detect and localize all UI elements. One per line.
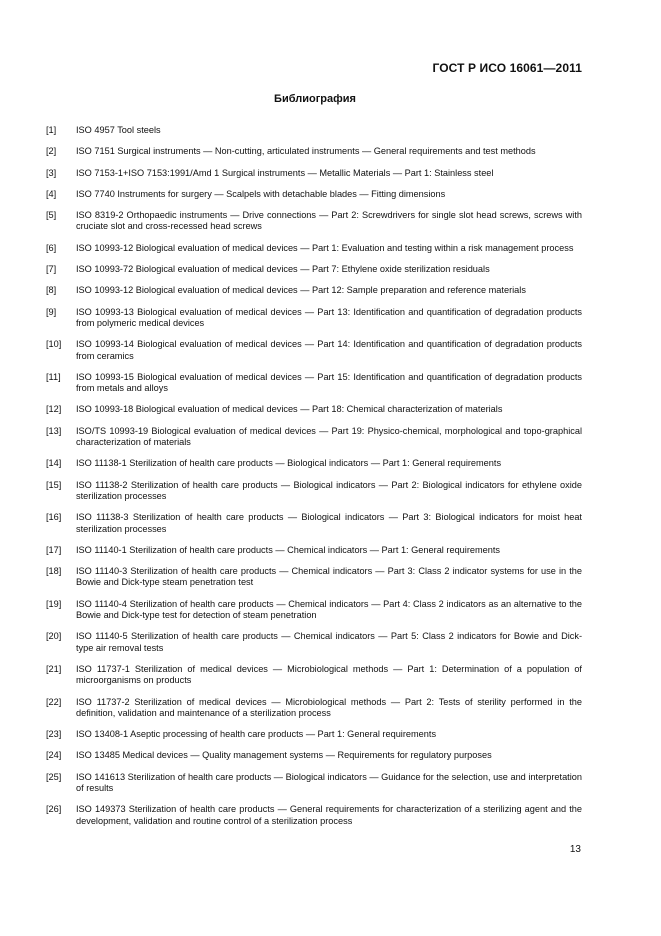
reference-text: ISO 11138-2 Sterilization of health care products — Biological indicators — Part 2: Biological indicators for ethylene oxide sterilization processes xyxy=(76,479,582,501)
reference-number: [8] xyxy=(46,285,57,296)
reference-text: ISO 10993-14 Biological evaluation of medical devices — Part 14: Identification and quantification of degradation products from ceramics xyxy=(76,339,582,361)
reference-text: ISO 11140-1 Sterilization of health care products — Chemical indicators — Part 1: General requirements xyxy=(76,544,501,555)
reference-item xyxy=(46,458,582,469)
reference-item xyxy=(46,664,582,687)
reference-item xyxy=(46,307,582,330)
reference-text: ISO 10993-12 Biological evaluation of medical devices — Part 12: Sample preparation and reference materials xyxy=(76,285,526,296)
reference-item xyxy=(46,697,582,720)
reference-number: [18] xyxy=(46,566,62,577)
reference-text: ISO 8319-2 Orthopaedic instruments — Drive connections — Part 2: Screwdrivers for single slot head screws, screws with cruciate slot and cross-recessed head screws xyxy=(76,210,582,232)
reference-number: [7] xyxy=(46,264,57,275)
reference-text: ISO/TS 10993-19 Biological evaluation of medical devices — Part 19: Physico-chemical, morphological and topo-graphical characterization of materials xyxy=(76,425,582,448)
reference-item xyxy=(46,631,582,654)
reference-text: ISO 11737-1 Sterilization of medical devices — Microbiological methods — Part 1: Determination of a population of microorganisms on products xyxy=(76,663,582,686)
reference-item xyxy=(46,372,582,395)
reference-number: [25] xyxy=(46,771,62,782)
reference-text: ISO 11140-4 Sterilization of health care products — Chemical indicators — Part 4: Class 2 indicators as an alternative to the Bowie and Dick-type test for detection of steam penetration xyxy=(76,598,582,621)
reference-text: ISO 10993-18 Biological evaluation of medical devices — Part 18: Chemical characterization of materials xyxy=(76,404,503,415)
reference-number: [26] xyxy=(46,804,62,815)
reference-number: [1] xyxy=(46,125,57,135)
reference-text: ISO 11140-3 Sterilization of health care products — Chemical indicators — Part 3: Class 2 indicator systems for use in the Bowie and Dick-type steam penetration test xyxy=(76,566,582,588)
reference-text: ISO 13485 Medical devices — Quality management systems — Requirements for regulatory purposes xyxy=(76,750,492,761)
reference-item xyxy=(46,404,582,415)
reference-text: ISO 10993-13 Biological evaluation of medical devices — Part 13: Identification and quantification of degradation products from polymeric medical devices xyxy=(76,306,582,328)
reference-text: ISO 11138-3 Sterilization of health care products — Biological indicators — Part 3: Biological indicators for moist heat sterilization processes xyxy=(76,512,582,534)
reference-item xyxy=(46,545,582,556)
reference-item xyxy=(46,772,582,795)
reference-number: [15] xyxy=(46,479,62,490)
reference-item xyxy=(46,168,582,179)
reference-number: [20] xyxy=(46,631,62,642)
page-number: 13 xyxy=(569,844,581,855)
reference-number: [23] xyxy=(46,729,62,740)
reference-text: ISO 10993-72 Biological evaluation of medical devices — Part 7: Ethylene oxide sterilization residuals xyxy=(76,264,490,275)
reference-text: ISO 11737-2 Sterilization of medical devices — Microbiological methods — Part 2: Tests of sterility performed in the definition, validation and maintenance of a sterilization process xyxy=(76,696,582,718)
reference-number: [24] xyxy=(46,750,62,761)
reference-number: [21] xyxy=(46,663,62,674)
reference-number: [11] xyxy=(46,371,61,382)
reference-number: [19] xyxy=(46,598,62,609)
reference-text: ISO 7151 Surgical instruments — Non-cutting, articulated instruments — General requirements and test methods xyxy=(76,146,536,157)
reference-text: ISO 11138-1 Sterilization of health care products — Biological indicators — Part 1: General requirements xyxy=(76,458,502,469)
reference-item xyxy=(46,189,582,200)
reference-number: [3] xyxy=(46,167,57,178)
reference-item xyxy=(46,125,582,136)
reference-item xyxy=(46,480,582,503)
reference-text: ISO 4957 Tool steels xyxy=(76,125,161,135)
page-title: Библиография xyxy=(274,93,356,105)
reference-item xyxy=(46,804,582,827)
reference-item xyxy=(46,729,582,740)
reference-text: ISO 10993-12 Biological evaluation of medical devices — Part 1: Evaluation and testing within a risk management process xyxy=(76,242,574,253)
reference-text: ISO 141613 Sterilization of health care products — Biological indicators — Guidance for the selection, use and interpretation of results xyxy=(76,771,582,793)
reference-text: ISO 7153-1+ISO 7153:1991/Amd 1 Surgical instruments — Metallic Materials — Part 1: Stainless steel xyxy=(76,167,494,178)
reference-number: [2] xyxy=(46,146,57,157)
reference-number: [22] xyxy=(46,696,62,707)
bibliography-list xyxy=(46,125,582,827)
reference-number: [16] xyxy=(46,512,62,523)
reference-item xyxy=(46,426,582,449)
reference-text: ISO 7740 Instruments for surgery — Scalpels with detachable blades — Fitting dimensions xyxy=(76,188,446,199)
standard-header: ГОСТ Р ИСО 16061—2011 xyxy=(432,61,582,75)
reference-item xyxy=(46,146,582,157)
reference-text: ISO 13408-1 Aseptic processing of health care products — Part 1: General requirements xyxy=(76,729,437,740)
reference-text: ISO 11140-5 Sterilization of health care products — Chemical indicators — Part 5: Class 2 indicators for Bowie and Dick-type air removal tests xyxy=(76,631,582,653)
reference-item xyxy=(46,750,582,761)
reference-number: [12] xyxy=(46,404,62,415)
reference-number: [6] xyxy=(46,242,57,253)
reference-number: [5] xyxy=(46,210,57,221)
reference-number: [17] xyxy=(46,544,62,555)
reference-number: [13] xyxy=(46,425,62,436)
reference-item xyxy=(46,285,582,296)
reference-number: [14] xyxy=(46,458,62,469)
reference-item xyxy=(46,512,582,535)
reference-text: ISO 149373 Sterilization of health care products — General requirements for characterization of a sterilizing agent and the development, validation and routine control of a sterilization process xyxy=(76,804,582,826)
reference-item xyxy=(46,210,582,233)
reference-number: [10] xyxy=(46,339,62,350)
reference-text: ISO 10993-15 Biological evaluation of medical devices — Part 15: Identification and quantification of degradation products from metals and alloys xyxy=(76,371,582,394)
reference-item xyxy=(46,243,582,254)
reference-item xyxy=(46,566,582,589)
reference-item xyxy=(46,339,582,362)
reference-item xyxy=(46,599,582,622)
reference-number: [9] xyxy=(46,306,57,317)
reference-item xyxy=(46,264,582,275)
reference-number: [4] xyxy=(46,188,57,199)
